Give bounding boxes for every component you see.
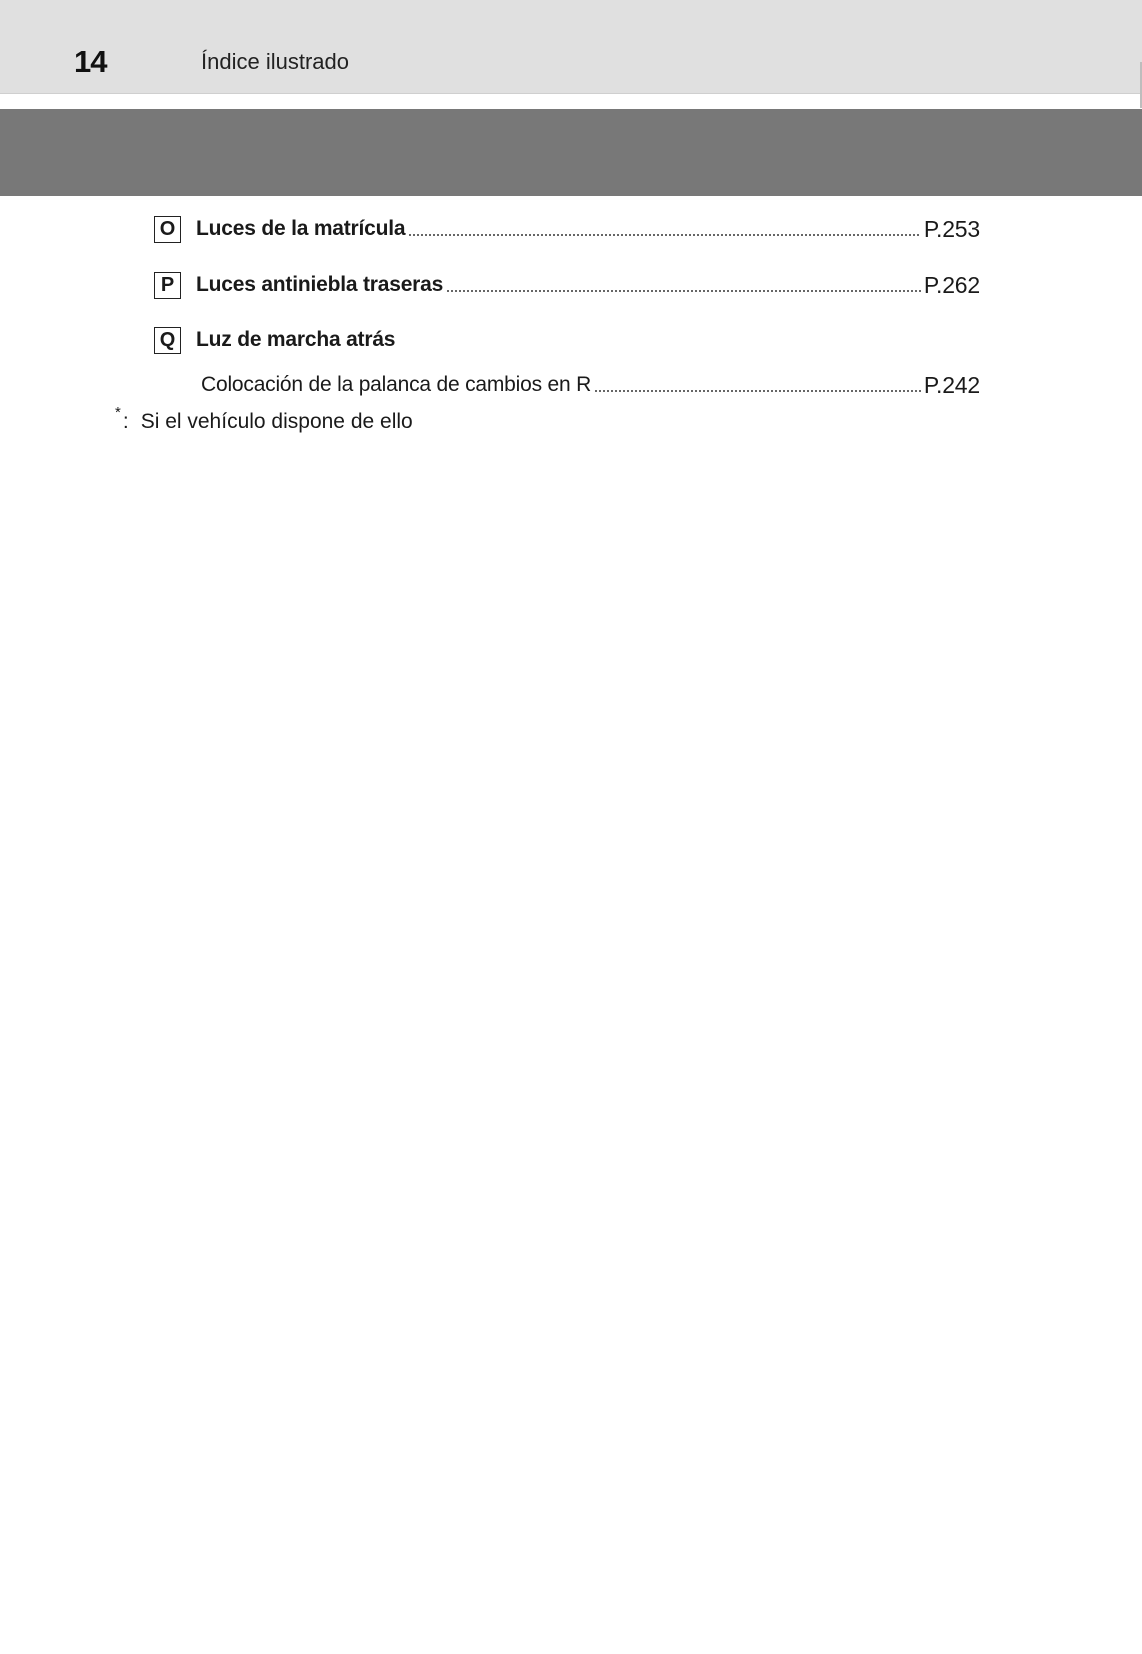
footnote-separator: :: [122, 410, 129, 433]
page-reference: P.253: [923, 215, 980, 242]
sub-entry-title: Colocación de la palanca de cambios en R: [201, 373, 592, 396]
section-band: [0, 109, 1142, 196]
letter-badge-q: Q: [154, 327, 181, 354]
dot-leader: [594, 390, 921, 392]
entry-title: Luces de la matrícula: [196, 217, 406, 240]
page-reference: P.262: [923, 271, 980, 298]
index-entry-q: [154, 325, 980, 355]
section-title: Índice ilustrado: [201, 49, 349, 74]
page-number: 14: [74, 44, 107, 79]
page-reference: P.242: [923, 371, 980, 398]
index-entry-o: [154, 214, 980, 244]
index-entry-p: [154, 270, 980, 300]
footnote: [115, 403, 413, 437]
letter-badge-o: O: [154, 216, 181, 243]
page-header: [0, 0, 1142, 94]
entry-title: Luz de marcha atrás: [196, 328, 396, 351]
index-sub-entry: [201, 370, 980, 400]
letter-badge-p: P: [154, 272, 181, 299]
footnote-text: Si el vehículo dispone de ello: [140, 410, 413, 433]
dot-leader: [446, 290, 921, 292]
dot-leader: [408, 234, 920, 236]
entry-title: Luces antiniebla traseras: [196, 273, 444, 296]
footnote-marker: *: [115, 403, 121, 421]
